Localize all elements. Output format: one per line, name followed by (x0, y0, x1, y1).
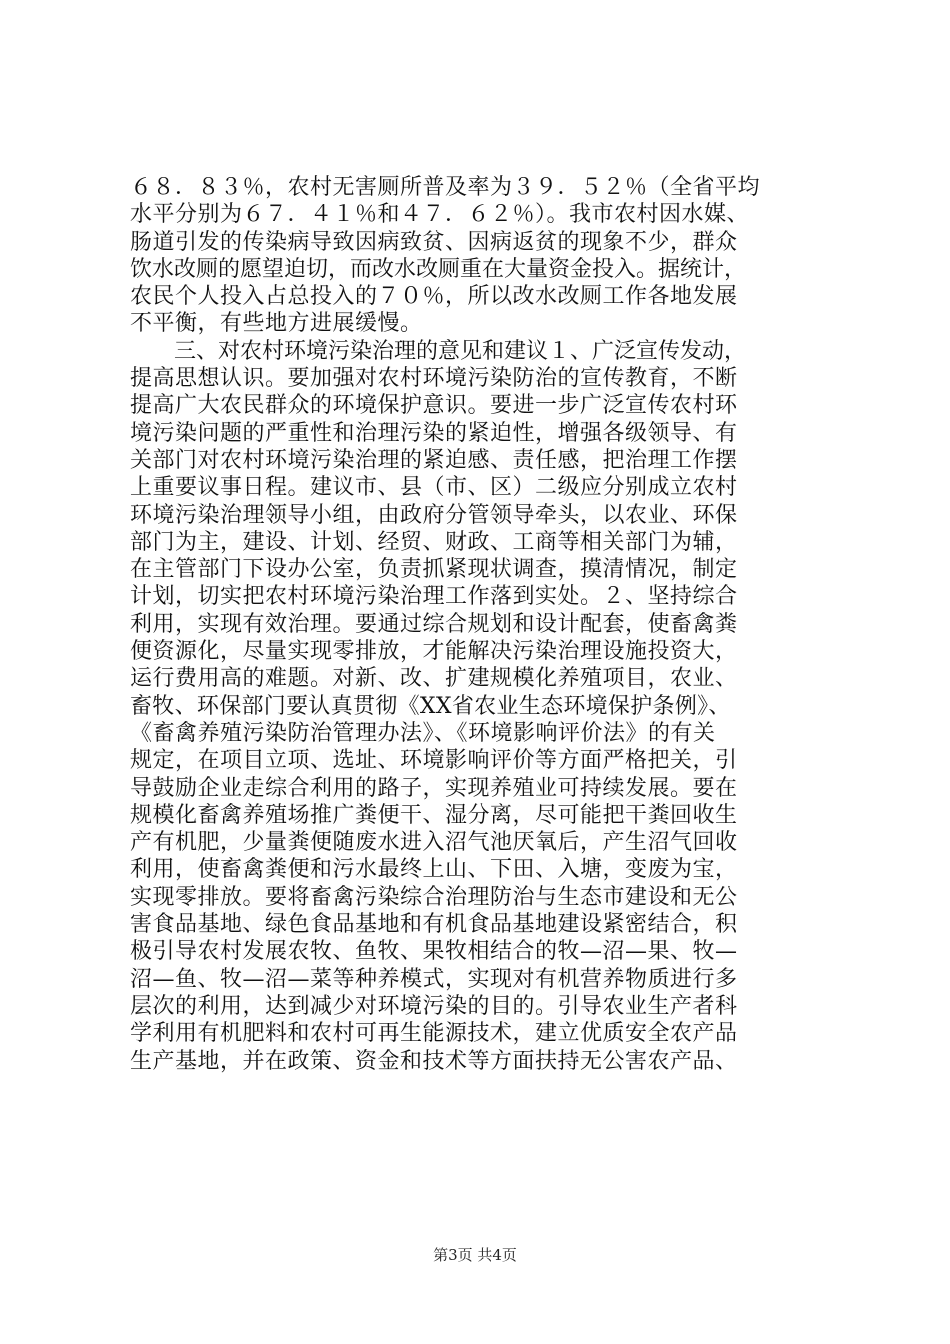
text-line: 学利用有机肥料和农村可再生能源技术，建立优质安全农产品 (130, 1021, 738, 1047)
text-line: 提高广大农民群众的环境保护意识。要进一步广泛宣传农村环 (130, 393, 738, 419)
text-line: 肠道引发的传染病导致因病致贫、因病返贫的现象不少，群众 (130, 229, 738, 255)
text-line: 环境污染治理领导小组，由政府分管领导牵头，以农业、环保 (130, 502, 738, 528)
text-line: 沼—鱼、牧—沼—菜等种养模式，实现对有机营养物质进行多 (130, 966, 738, 992)
text-line: 畜牧、环保部门要认真贯彻《XX省农业生态环境保护条例》、 (130, 693, 731, 719)
text-line: 三、对农村环境污染治理的意见和建议１、广泛宣传发动， (130, 338, 747, 364)
text-line: 导鼓励企业走综合利用的路子，实现养殖业可持续发展。要在 (130, 775, 738, 801)
text-line: 规模化畜禽养殖场推广粪便干、湿分离，尽可能把干粪回收生 (130, 802, 738, 828)
text-line: 境污染问题的严重性和治理污染的紧迫性，增强各级领导、有 (130, 420, 738, 446)
page-footer: 第3页 共4页 (433, 1246, 517, 1264)
text-line: 农民个人投入占总投入的７０％，所以改水改厕工作各地发展 (130, 284, 738, 310)
text-line: 产有机肥，少量粪便随废水进入沼气池厌氧后，产生沼气回收 (130, 830, 738, 856)
text-line: ６８．８３％，农村无害厕所普及率为３９．５２％（全省平均 (130, 175, 761, 200)
text-line: 关部门对农村环境污染治理的紧迫感、责任感，把治理工作摆 (130, 447, 738, 473)
text-line: 极引导农村发展农牧、鱼牧、果牧相结合的牧—沼—果、牧— (130, 939, 738, 965)
text-line: 生产基地，并在政策、资金和技术等方面扶持无公害农产品、 (130, 1048, 738, 1074)
text-line: 便资源化，尽量实现零排放，才能解决污染治理设施投资大， (130, 639, 738, 665)
text-line: 层次的利用，达到减少对环境污染的目的。引导农业生产者科 (130, 993, 738, 1019)
text-line: 害食品基地、绿色食品基地和有机食品基地建设紧密结合，积 (130, 912, 738, 938)
text-line: 计划，切实把农村环境污染治理工作落到实处。２、坚持综合 (130, 584, 738, 610)
text-line: 利用，实现有效治理。要通过综合规划和设计配套，使畜禽粪 (130, 611, 738, 637)
text-line: 利用，使畜禽粪便和污水最终上山、下田、入塘，变废为宝， (130, 857, 738, 883)
text-line: 《畜禽养殖污染防治管理办法》、《环境影响评价法》的有关 (130, 720, 716, 746)
text-line: 运行费用高的难题。对新、改、扩建规模化养殖项目，农业、 (130, 666, 738, 692)
text-line: 部门为主，建设、计划、经贸、财政、工商等相关部门为辅， (130, 529, 738, 555)
text-line: 不平衡，有些地方进展缓慢。 (130, 311, 423, 337)
text-line: 规定，在项目立项、选址、环境影响评价等方面严格把关，引 (130, 748, 738, 774)
text-line: 水平分别为６７．４１％和４７．６２％）。我市农村因水媒、 (130, 202, 750, 228)
text-line: 上重要议事日程。建议市、县（市、区）二级应分别成立农村 (130, 475, 738, 501)
text-line: 饮水改厕的愿望迫切，而改水改厕重在大量资金投入。据统计， (130, 256, 747, 282)
text-line: 提高思想认识。要加强对农村环境污染防治的宣传教育，不断 (130, 366, 738, 392)
text-line: 在主管部门下设办公室，负责抓紧现状调查，摸清情况，制定 (130, 557, 738, 583)
body-text (130, 174, 830, 1075)
text-line: 实现零排放。要将畜禽污染综合治理防治与生态市建设和无公 (130, 884, 738, 910)
